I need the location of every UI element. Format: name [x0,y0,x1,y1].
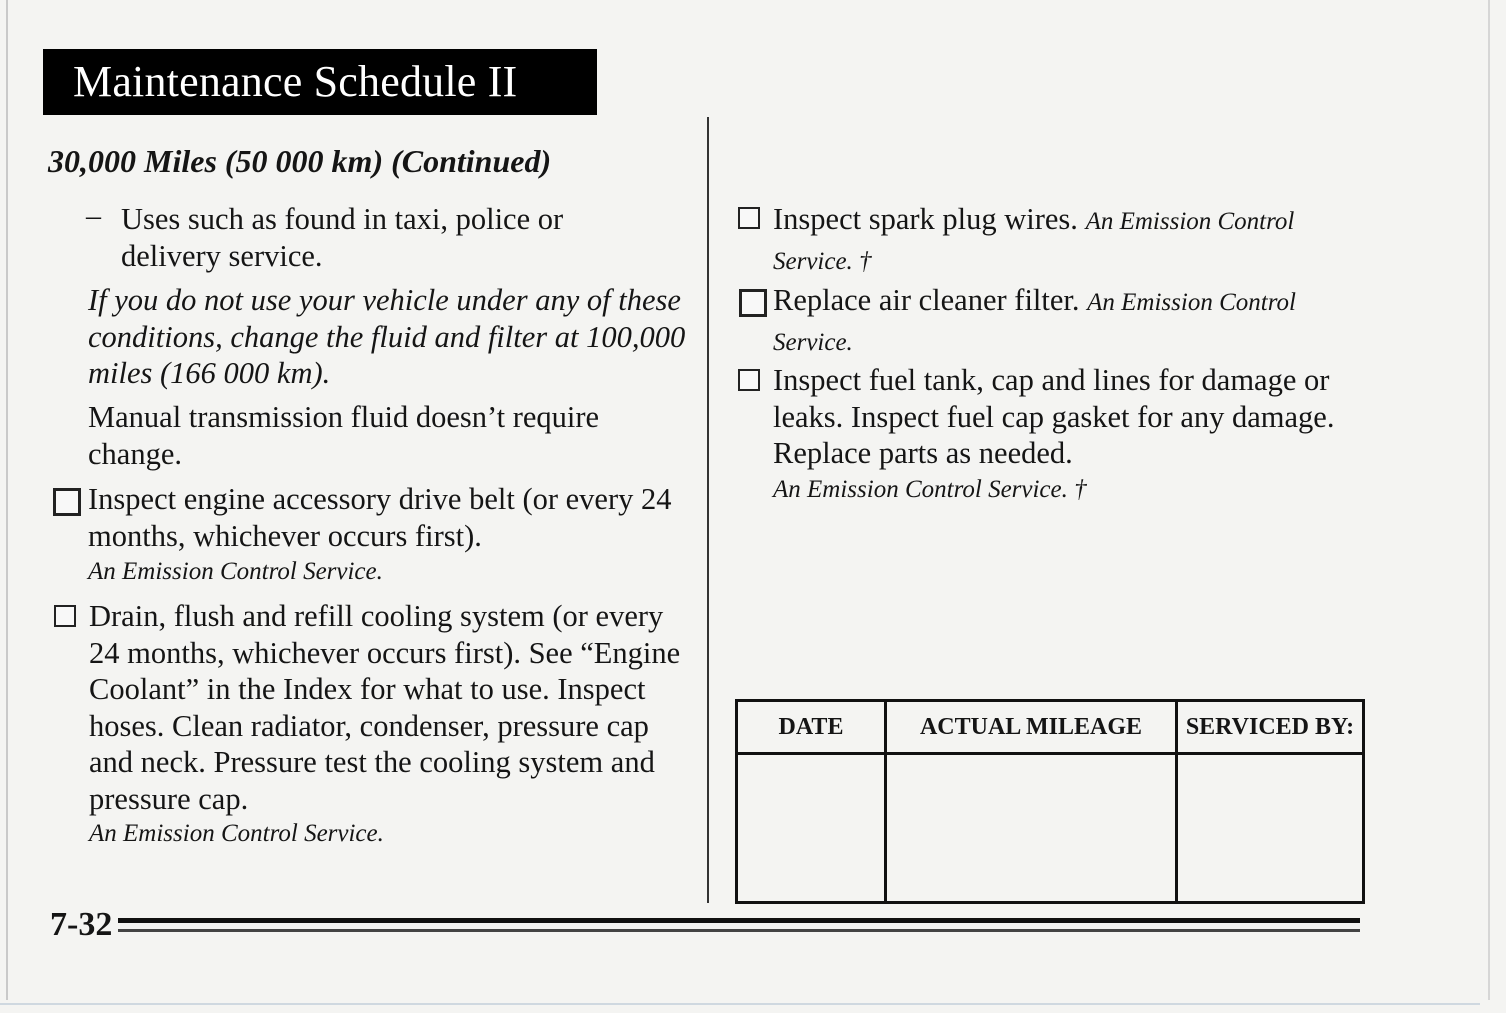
item-air-cleaner-filter-note: An Emission Control Service. [773,289,1296,356]
mileage-entry-cell[interactable] [886,754,1177,903]
conditions-note: If you do not use your vehicle under any of these conditions, change the fluid and filter at 100,000 miles (166 000 km). [88,283,686,390]
page-title: Maintenance Schedule II [43,49,597,115]
page-edge-left [6,0,8,1000]
service-log-table [735,699,1365,904]
section-heading: 30,000 Miles (50 000 km) (Continued) [48,143,552,179]
footer-rule-secondary [118,929,1360,932]
checkbox-fuel-tank[interactable] [738,369,760,391]
item-fuel-tank-text: Inspect fuel tank, cap and lines for damage or leaks. Inspect fuel cap gasket for any damage. Replace parts as needed. [773,363,1335,470]
column-header-date: DATE [737,701,886,754]
checkbox-cooling-system[interactable] [54,605,76,627]
item-cooling-system-text: Drain, flush and refill cooling system (or every 24 months, whichever occurs first). See “Engine Coolant” in the Index for what to use. Inspect hoses. Clean radiator, condenser, pressure cap and neck. Pressure test the cooling system and pressure cap. [89,599,681,816]
item-cooling-system-note: An Emission Control Service. [89,820,384,847]
page-edge-right [1488,0,1490,1000]
column-header-serviced-by: SERVICED BY: [1177,701,1364,754]
serviced-by-entry-cell[interactable] [1177,754,1364,903]
table-row [737,754,1364,903]
page-number: 7-32 [50,906,113,943]
item-drive-belt-text: Inspect engine accessory drive belt (or every 24 months, whichever occurs first). [88,482,672,553]
item-air-cleaner-filter-text: Replace air cleaner filter. [773,283,1080,317]
item-drive-belt-note: An Emission Control Service. [88,558,383,585]
page-edge-bottom [0,1003,1480,1005]
checkbox-drive-belt[interactable] [53,488,81,516]
checkbox-spark-plug-wires[interactable] [738,207,760,229]
dash-item-text: Uses such as found in taxi, police or delivery service. [121,202,564,273]
dash-bullet: – [86,199,101,232]
column-header-actual-mileage: ACTUAL MILEAGE [886,701,1177,754]
column-divider [707,117,709,903]
checkbox-air-cleaner-filter[interactable] [739,289,767,317]
item-air-cleaner-filter [773,282,1373,361]
item-spark-plug-wires-text: Inspect spark plug wires. [773,202,1078,236]
item-spark-plug-wires [773,201,1373,280]
date-entry-cell[interactable] [737,754,886,903]
footer-rule [118,918,1360,923]
table-header-row [737,701,1364,754]
item-fuel-tank-note: An Emission Control Service. † [773,476,1087,503]
manual-transmission-note: Manual transmission fluid doesn’t require change. [88,400,600,471]
item-spark-plug-wires-note: An Emission Control Service. † [773,208,1295,275]
